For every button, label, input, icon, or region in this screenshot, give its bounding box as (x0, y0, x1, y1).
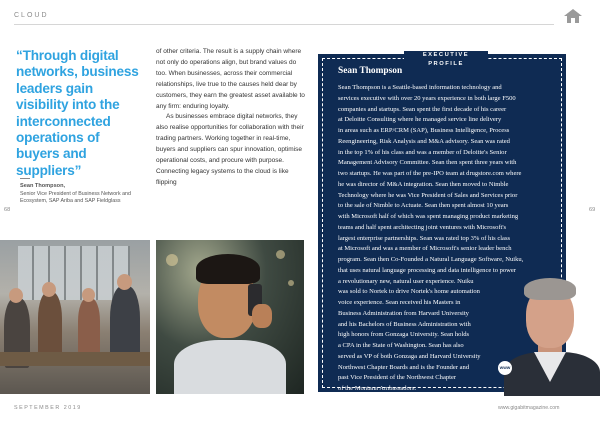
header-divider (14, 24, 554, 25)
profile-bio-line: to the sale of Nimble to Actuate. Sean then spent almost 10 years (338, 202, 509, 210)
office-team-photo (0, 240, 150, 394)
profile-bio-line: served as VP of both Gonzaga and Harvard University (338, 352, 481, 360)
photo-head (9, 288, 23, 303)
profile-name: Sean Thompson (338, 66, 403, 76)
photo-desk (0, 352, 150, 366)
page-number-right: 69 (589, 207, 596, 213)
article-body (156, 47, 305, 189)
profile-bio-line: two startups. He was part of the pre-IPO team at drugstore.com where (338, 170, 522, 177)
photo-window (18, 246, 130, 300)
photo-hand (252, 304, 272, 328)
man-on-phone-photo (156, 240, 304, 394)
photo-head (42, 282, 56, 297)
profile-bio-line: Technology where he was Vice President of Sales and Services prior (338, 191, 518, 199)
photo-hair (196, 254, 260, 284)
article-paragraph: of other criteria. The result is a supply chain where not only do operations align, but brand values do too. When businesses, across their commercial relationships, live true to the causes held dear by customers, they earn the greatest asset available to any firm: enduring loyalty. (156, 48, 305, 110)
page-number-left: 68 (4, 207, 11, 213)
profile-bio-line: Sean Thompson is a Seattle-based information technology and (338, 84, 502, 91)
executive-portrait (500, 270, 600, 396)
profile-bio-line: of the Montana Ambassadors. (338, 385, 417, 392)
photo-shirt (174, 340, 286, 394)
photo-bokeh (276, 250, 285, 259)
www-badge[interactable]: WWW (498, 361, 512, 375)
profile-bio-line: was sold to Nortek to drive Nortek's home automation (338, 288, 480, 296)
profile-bio-line: in the top 1% of his class and was a member of Deloitte's Senior (338, 148, 507, 156)
profile-bio-line: that uses natural language processing and data intelligence to power (338, 266, 516, 274)
home-icon[interactable] (563, 8, 583, 24)
profile-bio-line: teams and half spent architecting joint ventures with Microsoft's (338, 223, 507, 231)
issue-date: SEPTEMBER 2019 (14, 405, 82, 411)
profile-bio-line: he was director of M&A integration. Sean then moved to Nimble (338, 180, 509, 188)
photo-person (38, 292, 62, 358)
profile-bio-line: in areas such as ERP/CRM (SAP), Business Intelligence, Process (338, 127, 510, 134)
pull-quote: “Through digital networks, business leaders gain visibility into the interconnected operations of buyers and suppliers” (16, 48, 139, 178)
photo-person (78, 298, 100, 356)
section-label: CLOUD (14, 12, 49, 19)
quote-divider (20, 178, 30, 179)
profile-bio-line: companies and startups. Sean spent the first decade of his career (338, 105, 507, 113)
executive-profile-tab: EXECUTIVE PROFILE (404, 51, 488, 60)
profile-bio-line: services executive with over 20 years experience in both large F500 (338, 94, 516, 102)
profile-bio-line: at Microsoft and was a member of Microsoft's senior leader bench (338, 245, 512, 253)
website-link[interactable]: www.gigabitmagazine.com (498, 405, 560, 411)
portrait-hair (524, 278, 576, 300)
profile-bio-line: voice experience. Sean received his Masters in (338, 299, 461, 306)
profile-bio-line: Reengineering, Risk Analysis and M&A advisory. Sean was rated (338, 137, 510, 145)
profile-bio-line: at Deloitte Consulting where he managed service line delivery (338, 116, 502, 124)
profile-bio-line: Northwest Chapter Boards and is the Founder and (338, 363, 470, 371)
photo-head (82, 288, 95, 302)
photo-head (117, 274, 132, 290)
profile-bio-line: a CPA in the State of Washington. Sean has also (338, 342, 464, 349)
quote-attribution-name: Sean Thompson, (20, 183, 66, 189)
profile-bio-line: past Vice President of the Northwest Chapter (338, 374, 457, 382)
profile-bio-line: and his Bachelors of Business Administration with (338, 320, 471, 328)
profile-bio-line: with Microsoft half of which was spent managing product marketing (338, 213, 519, 220)
article-paragraph: As businesses embrace digital networks, they also realise opportunities for collaboration with their trading partners. Working together in real-time, buyers and suppliers can spur innovation, optimise operational costs, and procure with purpose. Connecting legacy systems to the cloud is like flipping (156, 113, 304, 186)
quote-attribution-title: Senior Vice President of Business Network and Ecosystem, SAP Ariba and SAP Fieldglass (20, 191, 131, 205)
profile-bio-line: a revolutionary new, natural user experience. Nuiku (338, 277, 474, 285)
profile-bio-line: Management Advisory Committee. Sean then spent three years with (338, 159, 517, 167)
profile-bio-line: Business Administration from Harvard University (338, 309, 469, 317)
photo-bokeh (288, 280, 294, 286)
profile-bio-line: high honors from Gonzaga University. Sean holds (338, 331, 470, 339)
profile-bio-line: largest enterprise partnerships. Sean was rated top 3% of his class (338, 234, 511, 242)
profile-bio-line: program. Sean then Co-Founded a Natural Language Software, Nuiku, (338, 256, 524, 263)
photo-bokeh (166, 254, 178, 266)
